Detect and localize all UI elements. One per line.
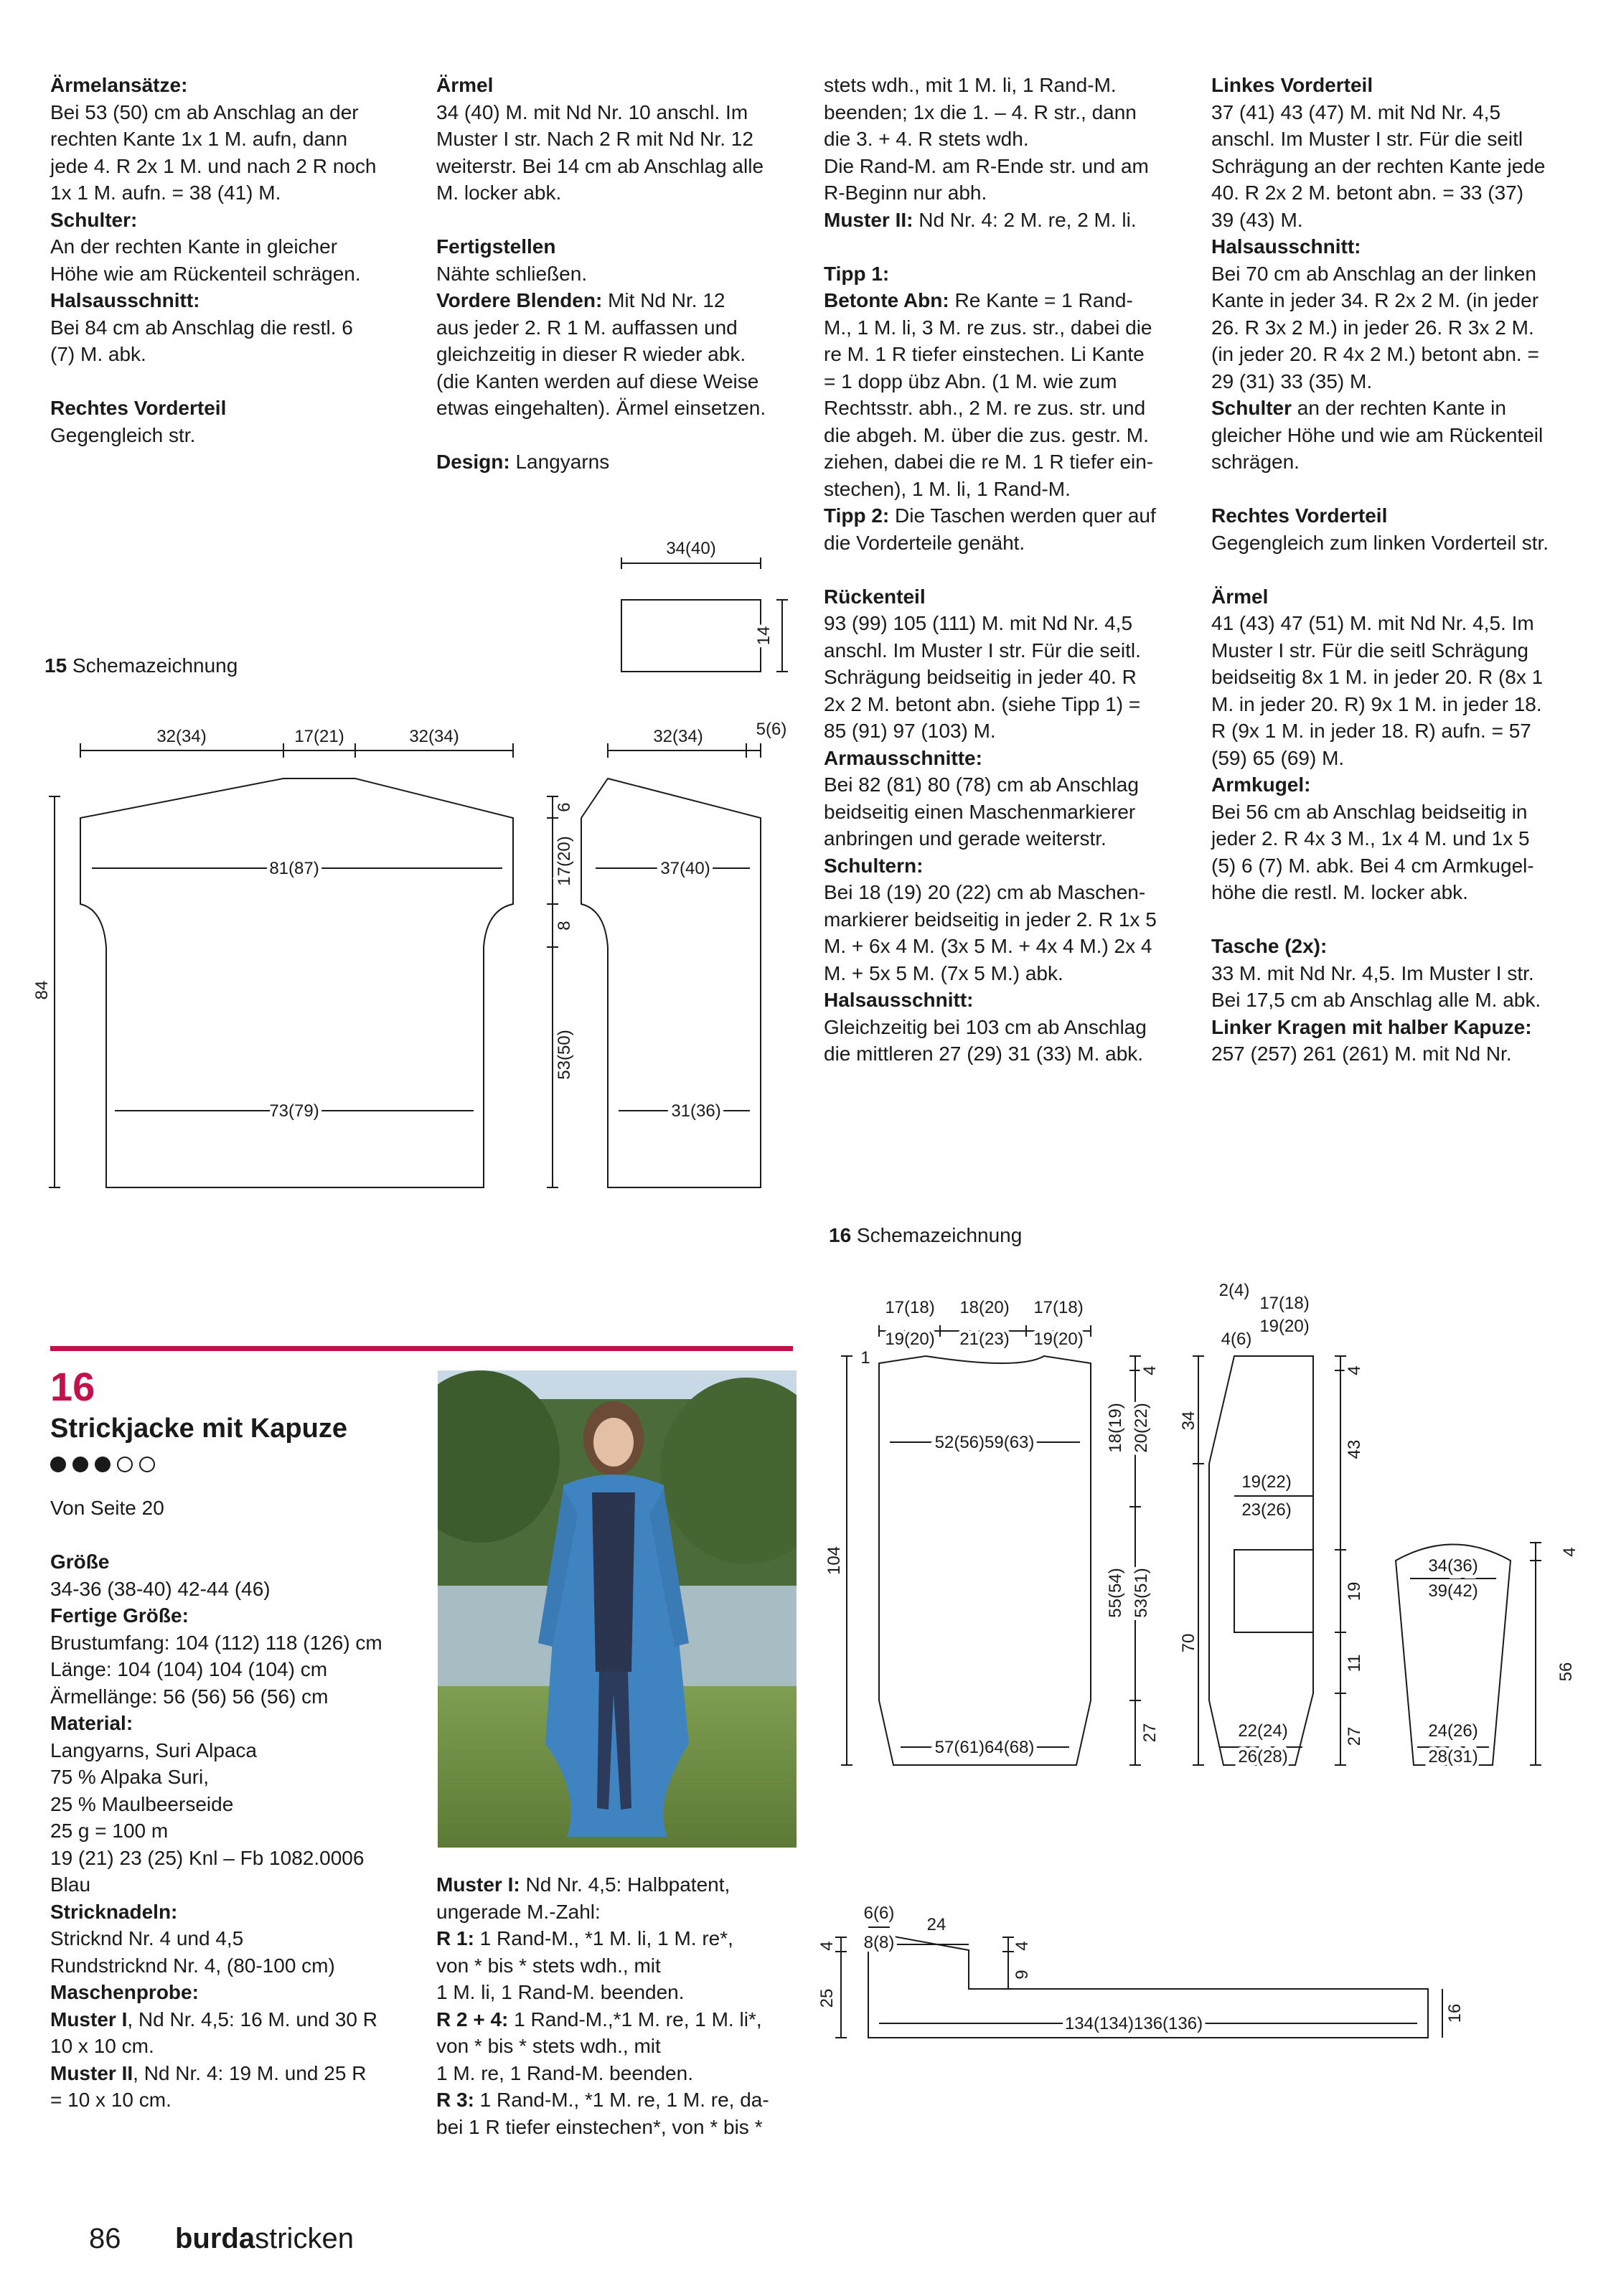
bold-heading: Tasche (2x): bbox=[1211, 935, 1328, 957]
dim-back-mid: 81(87) bbox=[269, 859, 319, 878]
body-text: Von Seite 20 bbox=[50, 1497, 164, 1519]
body-text: an der rechten Kante in bbox=[1292, 397, 1506, 419]
dim-b-top2b: 21(23) bbox=[959, 1330, 1010, 1349]
body-text: die Vorderteile genäht. bbox=[824, 531, 1025, 554]
bold-heading: Betonte Abn: bbox=[824, 289, 949, 311]
bold-heading: R 2 + 4: bbox=[436, 2008, 509, 2031]
body-text: 33 M. mit Nd Nr. 4,5. Im Muster I str. bbox=[1211, 961, 1534, 984]
body-text: , Nd Nr. 4,5: 16 M. und 30 R bbox=[127, 2008, 377, 2031]
bold-heading: Halsausschnitt: bbox=[824, 989, 974, 1011]
body-text: 1 Rand-M., *1 M. li, 1 M. re*, bbox=[474, 1927, 733, 1949]
body-text: Schrägung beidseitig in jeder 40. R bbox=[824, 666, 1137, 688]
body-text: die mittleren 27 (29) 31 (33) M. abk. bbox=[824, 1043, 1144, 1065]
bold-heading: Armkugel: bbox=[1211, 773, 1311, 796]
dim-s-bot-b: 28(31) bbox=[1428, 1747, 1478, 1766]
dim-b-bottom: 57(61)64(68) bbox=[934, 1738, 1035, 1757]
dim-back-top-right: 32(34) bbox=[409, 727, 459, 746]
body-text: 25 % Maulbeerseide bbox=[50, 1792, 234, 1815]
dim-b-r5351: 53(51) bbox=[1132, 1568, 1151, 1618]
dim-b-h: 104 bbox=[825, 1545, 844, 1576]
body-text: von * bis * stets wdh., mit bbox=[436, 2035, 661, 2057]
body-text: Langyarns bbox=[509, 451, 610, 473]
schema-15-label: 15 Schemazeichnung bbox=[44, 654, 238, 677]
body-text: Bei 82 (81) 80 (78) cm ab Anschlag bbox=[824, 773, 1139, 796]
dim-sleeve-width: 34(40) bbox=[666, 539, 716, 558]
body-text: Die Taschen werden quer auf bbox=[889, 504, 1156, 527]
bold-heading: Rechtes Vorderteil bbox=[1211, 504, 1388, 527]
dim-f-11: 11 bbox=[1345, 1654, 1364, 1672]
body-text: 1 Rand-M.,*1 M. re, 1 M. li*, bbox=[508, 2008, 762, 2031]
bold-heading: Fertige Größe: bbox=[50, 1604, 189, 1627]
dim-front-bottom: 31(36) bbox=[671, 1101, 721, 1121]
body-text: Mit Nd Nr. 12 bbox=[602, 289, 725, 311]
dim-back-top-mid: 17(21) bbox=[294, 727, 344, 746]
body-text: 29 (31) 33 (35) M. bbox=[1211, 370, 1373, 392]
body-text: M. + 5x 5 M. (7x 5 M.) abk. bbox=[824, 961, 1063, 984]
body-text: die abgeh. M. über die zus. gestr. M. bbox=[824, 423, 1149, 446]
bold-heading: R 1: bbox=[436, 1927, 474, 1949]
body-text: gleichzeitig in dieser R wieder abk. bbox=[436, 343, 746, 365]
dim-b-top3b: 19(20) bbox=[1033, 1330, 1084, 1349]
bold-heading: Muster II bbox=[50, 2061, 133, 2084]
bold-heading: Größe bbox=[50, 1551, 110, 1573]
dim-front-h5350: 53(50) bbox=[555, 1030, 574, 1080]
body-text: Schrägung an der rechten Kante jede bbox=[1211, 154, 1546, 177]
bold-heading: Schulter: bbox=[50, 208, 138, 231]
dim-front-mid: 37(40) bbox=[660, 859, 710, 878]
body-text: 1 M. re, 1 Rand-M. beenden. bbox=[436, 2061, 693, 2084]
bold-heading: Tipp 1: bbox=[824, 262, 890, 285]
bold-heading: Ärmelansätze: bbox=[50, 74, 188, 96]
dim-f-pocket-b: 23(26) bbox=[1241, 1500, 1292, 1520]
body-text: gleicher Höhe und wie am Rückenteil bbox=[1211, 423, 1544, 446]
body-text: (in jeder 20. R 4x 2 M.) betont abn. = bbox=[1211, 343, 1539, 365]
dim-front-h8: 8 bbox=[555, 921, 574, 931]
body-text: Höhe wie am Rückenteil schrägen. bbox=[50, 262, 361, 285]
bold-heading: Linker Kragen mit halber Kapuze: bbox=[1211, 1015, 1532, 1038]
body-text: anschl. Im Muster I str. Für die seitl bbox=[1211, 128, 1523, 150]
bold-heading: Muster I: bbox=[436, 1873, 520, 1896]
body-text: Bei 84 cm ab Anschlag die restl. 6 bbox=[50, 316, 353, 339]
body-text: anschl. Im Muster I str. Für die seitl. bbox=[824, 639, 1141, 662]
body-text: (die Kanten werden auf diese Weise bbox=[436, 370, 759, 392]
body-text: stets wdh., mit 1 M. li, 1 Rand-M. bbox=[824, 74, 1117, 96]
body-text: Langyarns, Suri Alpaca bbox=[50, 1739, 257, 1761]
body-text: schrägen. bbox=[1211, 451, 1300, 473]
body-text: Gegengleich zum linken Vorderteil str. bbox=[1211, 531, 1549, 554]
dim-s-bot-a: 24(26) bbox=[1428, 1721, 1478, 1741]
bold-heading: Schulter bbox=[1211, 397, 1292, 419]
body-text: bei 1 R tiefer einstechen*, von * bis * bbox=[436, 2115, 763, 2138]
dim-c-4: 4 bbox=[817, 1941, 837, 1951]
body-text: markierer beidseitig in jeder 2. R 1x 5 bbox=[824, 908, 1157, 931]
body-text: Muster I str. Für die seitl Schrägung bbox=[1211, 639, 1528, 662]
body-text: anbringen und gerade weiterstr. bbox=[824, 827, 1107, 850]
body-text: Nd Nr. 4: 2 M. re, 2 M. li. bbox=[913, 208, 1137, 231]
dim-f-bot-b: 26(28) bbox=[1238, 1747, 1288, 1766]
body-text: 85 (91) 97 (103) M. bbox=[824, 720, 996, 742]
dim-c-4b: 4 bbox=[1013, 1941, 1032, 1951]
bold-heading: Tipp 2: bbox=[824, 504, 890, 527]
bold-heading: Stricknadeln: bbox=[50, 1900, 178, 1923]
dim-front-h1720: 17(20) bbox=[555, 836, 574, 886]
body-text: Muster I str. Nach 2 R mit Nd Nr. 12 bbox=[436, 128, 753, 150]
dim-b-r1: 18(19) bbox=[1106, 1403, 1125, 1453]
dim-front-h6: 6 bbox=[555, 802, 574, 812]
body-text: Stricknd Nr. 4 und 4,5 bbox=[50, 1927, 244, 1949]
body-text: 1x 1 M. aufn. = 38 (41) M. bbox=[50, 182, 281, 204]
body-text: 34 (40) M. mit Nd Nr. 10 anschl. Im bbox=[436, 100, 748, 123]
dim-f-46: 4(6) bbox=[1221, 1330, 1252, 1349]
bold-heading: Linkes Vorderteil bbox=[1211, 74, 1373, 96]
dim-f-34: 34 bbox=[1179, 1411, 1198, 1431]
body-text: Bei 53 (50) cm ab Anschlag an der bbox=[50, 100, 359, 123]
body-text: Bei 56 cm ab Anschlag beidseitig in bbox=[1211, 800, 1528, 823]
body-text: 26. R 3x 2 M.) in jeder 26. R 3x 2 M. bbox=[1211, 316, 1534, 339]
dim-f-43: 43 bbox=[1345, 1439, 1364, 1459]
body-text: Nd Nr. 4,5: Halbpatent, bbox=[520, 1873, 731, 1896]
dim-c-25: 25 bbox=[817, 1988, 837, 2008]
dim-f-27: 27 bbox=[1345, 1726, 1364, 1746]
body-text: Ärmellänge: 56 (56) 56 (56) cm bbox=[50, 1685, 329, 1708]
body-text: Re Kante = 1 Rand- bbox=[949, 289, 1133, 311]
dim-s-56: 56 bbox=[1556, 1662, 1576, 1682]
body-text: , Nd Nr. 4: 19 M. und 25 R bbox=[133, 2061, 367, 2084]
body-text: 41 (43) 47 (51) M. mit Nd Nr. 4,5. Im bbox=[1211, 612, 1534, 634]
dim-b-top1a: 17(18) bbox=[885, 1298, 935, 1317]
body-text: Blau bbox=[50, 1873, 91, 1896]
body-text: beidseitig einen Maschenmarkierer bbox=[824, 800, 1136, 823]
body-text: beenden; 1x die 1. – 4. R str., dann bbox=[824, 100, 1137, 123]
bold-heading: Halsausschnitt: bbox=[1211, 235, 1361, 258]
dim-c-9: 9 bbox=[1013, 1970, 1032, 1980]
bold-heading: Vordere Blenden: bbox=[436, 289, 603, 311]
dim-s-top-a: 34(36) bbox=[1428, 1556, 1478, 1576]
body-text: etwas eingehalten). Ärmel einsetzen. bbox=[436, 397, 766, 419]
dim-c-16: 16 bbox=[1445, 2003, 1465, 2023]
page-number: 86 bbox=[89, 2223, 121, 2254]
body-text: Rundstricknd Nr. 4, (80-100 cm) bbox=[50, 1954, 335, 1977]
body-text: beidseitig 8x 1 M. in jeder 20. R (8x 1 bbox=[1211, 666, 1544, 688]
project-number: 16 bbox=[50, 1364, 95, 1409]
dim-c-66: 6(6) bbox=[863, 1904, 895, 1923]
dim-b-top3a: 17(18) bbox=[1033, 1298, 1084, 1317]
dim-back-bottom: 73(79) bbox=[269, 1101, 319, 1121]
body-text: die 3. + 4. R stets wdh. bbox=[824, 128, 1029, 150]
body-text: = 1 dopp übz Abn. (1 M. wie zum bbox=[824, 370, 1117, 392]
dim-b-top2a: 18(20) bbox=[959, 1298, 1010, 1317]
body-text: jede 4. R 2x 1 M. und nach 2 R noch bbox=[50, 154, 377, 177]
body-text: 10 x 10 cm. bbox=[50, 2035, 154, 2057]
body-text: Brustumfang: 104 (112) 118 (126) cm bbox=[50, 1631, 382, 1654]
body-text: Bei 18 (19) 20 (22) cm ab Maschen- bbox=[824, 881, 1146, 903]
body-text: = 10 x 10 cm. bbox=[50, 2089, 172, 2111]
body-text: 75 % Alpaka Suri, bbox=[50, 1766, 210, 1788]
dim-back-top-left: 32(34) bbox=[156, 727, 207, 746]
body-text: M., 1 M. li, 3 M. re zus. str., dabei die bbox=[824, 316, 1152, 339]
body-text: Die Rand-M. am R-Ende str. und am bbox=[824, 154, 1149, 177]
bold-heading: Halsausschnitt: bbox=[50, 289, 200, 311]
dim-b-one: 1 bbox=[860, 1348, 870, 1368]
brand-name: burdastricken bbox=[175, 2223, 354, 2254]
dim-b-r4: 4 bbox=[1140, 1365, 1160, 1375]
body-text: 37 (41) 43 (47) M. mit Nd Nr. 4,5 bbox=[1211, 100, 1501, 123]
body-text: Rechtsstr. abh., 2 M. re zus. str. und bbox=[824, 397, 1146, 419]
bold-heading: Ärmel bbox=[1211, 585, 1269, 608]
body-text: re M. 1 R tiefer einstechen. Li Kante bbox=[824, 343, 1145, 365]
dim-f-19: 19(20) bbox=[1259, 1317, 1310, 1336]
bold-heading: Armausschnitte: bbox=[824, 746, 982, 769]
body-text: ziehen, dabei die re M. 1 R tiefer ein- bbox=[824, 451, 1154, 473]
body-text: Bei 70 cm ab Anschlag an der linken bbox=[1211, 262, 1536, 285]
dim-f-pocket-a: 19(22) bbox=[1241, 1472, 1292, 1492]
dim-s-4: 4 bbox=[1560, 1547, 1579, 1557]
body-text: 1 M. li, 1 Rand-M. beenden. bbox=[436, 1981, 685, 2003]
body-text: höhe die restl. M. locker abk. bbox=[1211, 881, 1468, 903]
dim-b-r2: 20(22) bbox=[1132, 1403, 1151, 1453]
body-text: Nähte schließen. bbox=[436, 262, 588, 285]
bold-heading: Material: bbox=[50, 1712, 133, 1734]
body-text: 25 g = 100 m bbox=[50, 1820, 169, 1842]
dim-front-top: 32(34) bbox=[653, 727, 703, 746]
body-text: Gleichzeitig bei 103 cm ab Anschlag bbox=[824, 1015, 1147, 1038]
body-text: Kante in jeder 34. R 2x 2 M. (in jeder bbox=[1211, 289, 1539, 311]
dim-f-24: 2(4) bbox=[1218, 1281, 1250, 1300]
body-text: An der rechten Kante in gleicher bbox=[50, 235, 338, 258]
dim-f-bot-a: 22(24) bbox=[1238, 1721, 1288, 1741]
body-text: rechten Kante 1x 1 M. aufn, dann bbox=[50, 128, 348, 150]
body-text: aus jeder 2. R 1 M. auffassen und bbox=[436, 316, 738, 339]
bold-heading: Schultern: bbox=[824, 854, 924, 877]
body-text: 93 (99) 105 (111) M. mit Nd Nr. 4,5 bbox=[824, 612, 1133, 634]
body-text: R-Beginn nur abh. bbox=[824, 182, 987, 204]
dim-c-len: 134(134)136(136) bbox=[1064, 2014, 1203, 2033]
bold-heading: R 3: bbox=[436, 2089, 474, 2111]
body-text: weiterstr. Bei 14 cm ab Anschlag alle bbox=[436, 154, 764, 177]
body-text: von * bis * stets wdh., mit bbox=[436, 1954, 661, 1977]
body-text: (7) M. abk. bbox=[50, 343, 146, 365]
dim-front-neck: 5(6) bbox=[756, 720, 787, 739]
body-text: 257 (257) 261 (261) M. mit Nd Nr. bbox=[1211, 1043, 1512, 1065]
dim-b-mid: 52(56)59(63) bbox=[934, 1433, 1035, 1452]
body-text: Länge: 104 (104) 104 (104) cm bbox=[50, 1658, 328, 1680]
body-text: jeder 2. R 4x 3 M., 1x 4 M. und 1x 5 bbox=[1211, 827, 1530, 850]
body-text: (5) 6 (7) M. abk. Bei 4 cm Armkugel- bbox=[1211, 854, 1534, 877]
body-text: Bei 17,5 cm ab Anschlag alle M. abk. bbox=[1211, 989, 1541, 1011]
body-text: 34-36 (38-40) 42-44 (46) bbox=[50, 1577, 271, 1600]
schema-16-label: 16 Schemazeichnung bbox=[829, 1224, 1023, 1246]
dim-b-r27: 27 bbox=[1140, 1723, 1160, 1743]
bold-heading: Muster I bbox=[50, 2008, 128, 2031]
body-text: R (9x 1 M. in jeder 18. R) aufn. = 57 bbox=[1211, 720, 1531, 742]
bold-heading: Rückenteil bbox=[824, 585, 926, 608]
dim-c-24: 24 bbox=[926, 1915, 946, 1934]
bold-heading: Ärmel bbox=[436, 74, 494, 96]
bold-heading: Design: bbox=[436, 451, 510, 473]
body-text: stechen), 1 M. li, 1 Rand-M. bbox=[824, 477, 1071, 500]
body-text: 2x 2 M. betont abn. (siehe Tipp 1) = bbox=[824, 692, 1141, 715]
body-text: ungerade M.-Zahl: bbox=[436, 1900, 601, 1923]
bold-heading: Rechtes Vorderteil bbox=[50, 397, 227, 419]
bold-heading: Muster II: bbox=[824, 208, 913, 231]
body-text: Gegengleich str. bbox=[50, 423, 196, 446]
dim-s-top-b: 39(42) bbox=[1428, 1581, 1478, 1601]
body-text: M. in jeder 20. R) 9x 1 M. in jeder 18. bbox=[1211, 692, 1542, 715]
dim-f-70: 70 bbox=[1179, 1633, 1198, 1653]
dim-back-height: 84 bbox=[32, 980, 52, 1000]
dim-f-19h: 19 bbox=[1345, 1581, 1364, 1601]
body-text: (59) 65 (69) M. bbox=[1211, 746, 1345, 769]
dim-f-17: 17(18) bbox=[1259, 1294, 1310, 1313]
dim-f-4: 4 bbox=[1345, 1365, 1364, 1375]
dim-b-r5554: 55(54) bbox=[1106, 1568, 1125, 1618]
body-text: 19 (21) 23 (25) Knl – Fb 1082.0006 bbox=[50, 1846, 365, 1869]
body-text: 40. R 2x 2 M. betont abn. = 33 (37) bbox=[1211, 182, 1524, 204]
dim-sleeve-height: 14 bbox=[754, 626, 774, 646]
dim-c-88: 8(8) bbox=[863, 1933, 895, 1952]
body-text: M. + 6x 4 M. (3x 5 M. + 4x 4 M.) 2x 4 bbox=[824, 935, 1152, 957]
dim-b-top1b: 19(20) bbox=[885, 1330, 935, 1349]
body-text: 1 Rand-M., *1 M. re, 1 M. re, da- bbox=[474, 2089, 769, 2111]
bold-heading: Fertigstellen bbox=[436, 235, 556, 258]
project-title: Strickjacke mit Kapuze bbox=[50, 1413, 347, 1444]
body-text: M. locker abk. bbox=[436, 182, 562, 204]
body-text: 39 (43) M. bbox=[1211, 208, 1303, 231]
bold-heading: Maschenprobe: bbox=[50, 1981, 199, 2003]
